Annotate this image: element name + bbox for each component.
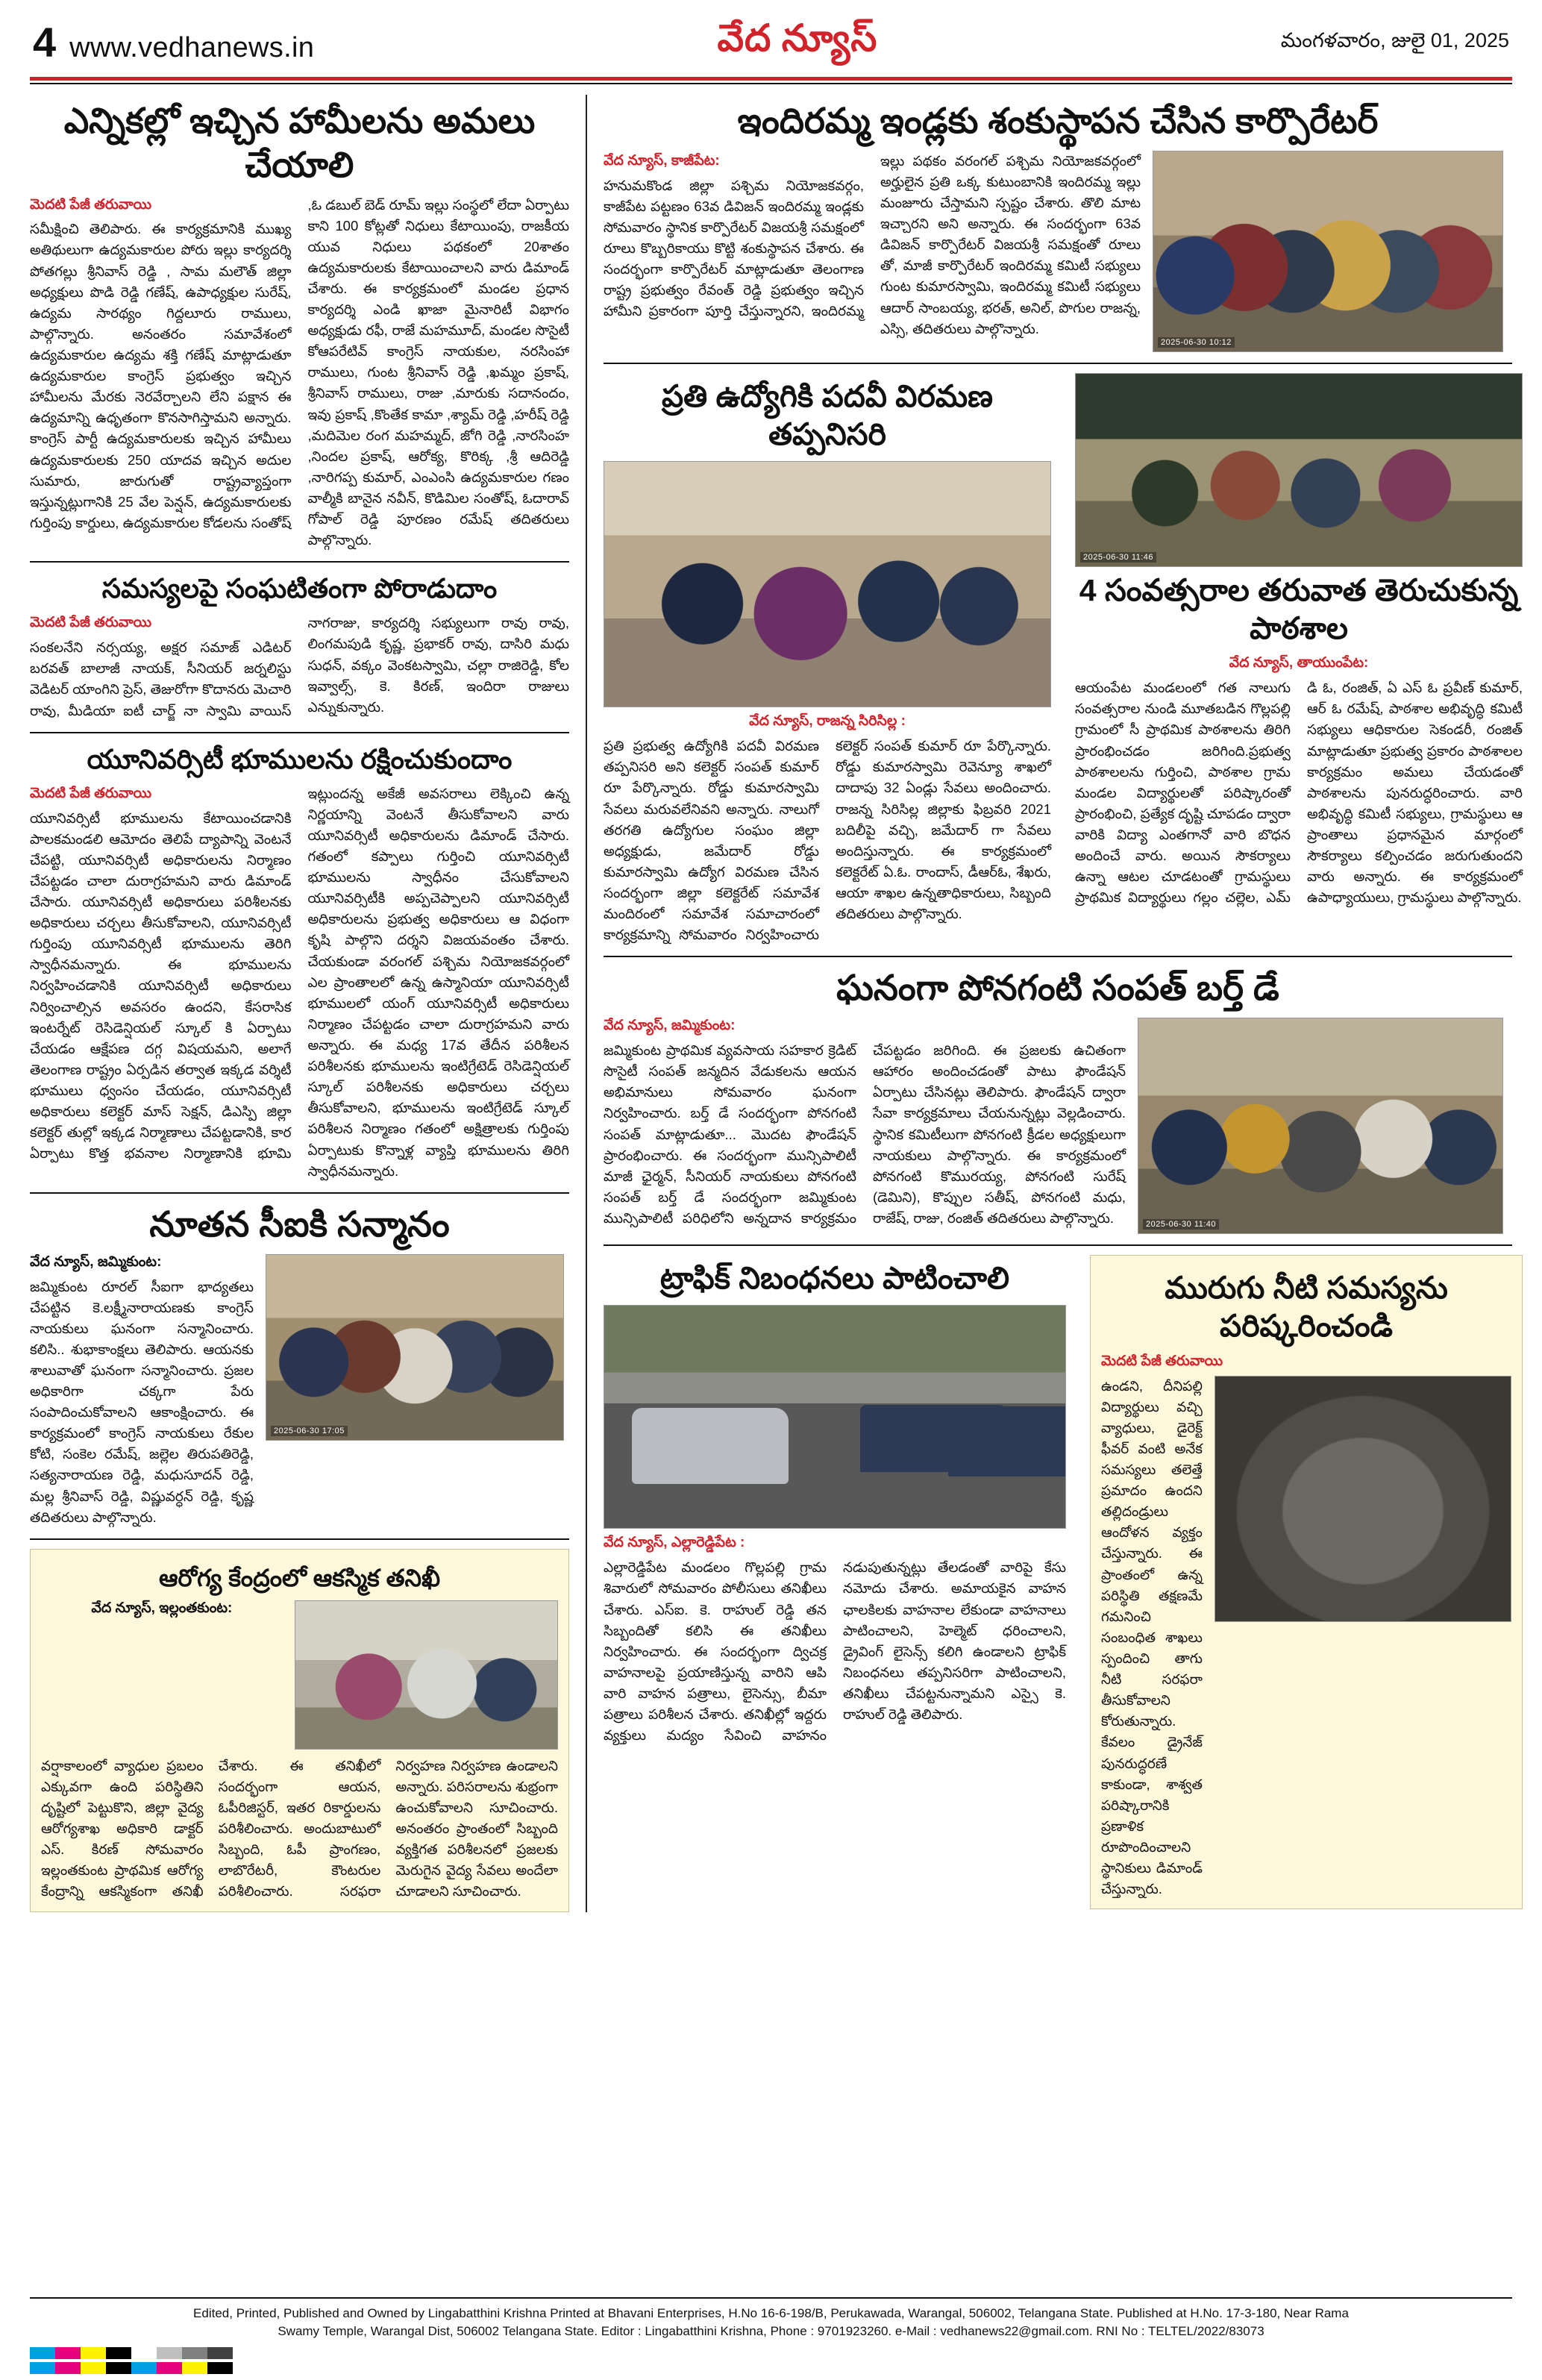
color-swatch	[131, 2362, 157, 2374]
color-swatch	[131, 2347, 157, 2359]
article-body-cont: పథకంలో 20శాతం ఉద్యమకారులకు కేటాయించాలని వారు డిమాండ్ చేశారు. ఈ కార్యక్రమంలో మండల ప్రధాన కార్యదర్శి ఎండి ఖాజా మైనారిటీ విభాగం అధ్యక్షుడు రఫీ, రాజే మహమూద్, మండల సొసైటీ కోఆపరేటివ్ కాంగ్రెస్ నాయకుల, నరసింహా రాములు, గుంట శ్రీనివాస్ రెడ్డి ,ఖమ్మం ప్రకాష్, శ్రీనివాస్ రాములు, రాజు ,మారుకు సదానందం, ఇవు ప్రకాష్ ,కొంతేక కామా ,శ్యామ్ రెడ్డి ,హరీష్ రెడ్డి ,మదిమెల రంగ మహమ్మద్, జోగి రెడ్డి ,నారసింహ ,నిందల ప్రకాష్, ఆరోక్య, కొరిక్క ,శ్రీ ఆదిరెడ్డి ,నారిగప్ప కుమార్, ఎంఎంసి ఉద్యమకారుల గణం వాల్మీకి బానైన నవీన్, కొడిమిల సంతోష్, ఓదారావ్ గోపాల్ రెడ్డి పూరణం రమేష్ తదితరులు పాల్గొన్నారు.	[307, 238, 569, 548]
publication-date: మంగళవారం, జులై 01, 2025	[1280, 28, 1509, 51]
website-url[interactable]: www.vedhanews.in	[69, 32, 315, 63]
article-headline: ప్రతి ఉద్యోగికి పదవీ విరమణ తప్పనిసరి	[661, 378, 994, 451]
page-footer	[0, 2297, 1542, 2380]
article-byline: మెదటి పేజీ తరువాయి	[30, 615, 152, 631]
photo-retirement-ceremony	[604, 461, 1051, 707]
color-calibration-bar-1	[30, 2347, 492, 2359]
article-headline: సమస్యలపై సంఘటితంగా పోరాడుదాం	[101, 573, 498, 604]
article-byline: వేద న్యూస్, ఎల్లారెడ్డిపేట :	[604, 1535, 745, 1551]
color-swatch	[157, 2362, 182, 2374]
photo-timestamp: 2025-06-30 10:12	[1158, 337, 1235, 348]
divider	[604, 363, 1512, 364]
article-drainage-problem	[1090, 1255, 1523, 1909]
article-retirement	[604, 373, 1051, 946]
color-swatch	[55, 2362, 81, 2374]
article-byline: వేద న్యూస్, ఇల్లంతకుంట:	[91, 1600, 233, 1616]
two-article-row	[604, 373, 1523, 946]
article-body: జమ్మికుంట ప్రాథమిక వ్యవసాయ సహకార క్రెడిట్ సొసైటీ సంపత్ జన్మదిన వేడుకలను ఆయన అభిమానులు సోమవారం ఘనంగా నిర్వహించారు. బర్త్ డే సందర్భంగా పోనగంటి సంపత్ మాట్లాడుతూ... మొదట ఫౌండేషన్ ప్రారంభించారు. ఈ సందర్భంగా మున్సిపాలిటీ మాజీ ఛైర్మన్, సీనియర్ నాయకులు పోనగంటి సంపత్ బర్త్ డే సందర్భంగా జమ్మికుంట మున్సిపాలిటీ పరిధిలోని అన్నదాన కార్యక్రమం చేపట్టడం జరిగింది. ఈ ప్రజలకు ఉచితంగా ఆహారం అందించడంతో పాటు ఫౌండేషన్ ఏర్పాటు చేసినట్లు తెలిపారు. ఫౌండేషన్ ద్వారా సేవా కార్యక్రమాలు చేయనున్నట్లు వెల్లడించారు. స్థానిక కమిటీలుగా పోనగంటి క్రీడల అధ్యక్షులుగా నాయకులు పాల్గొన్నారు. ఈ కార్యక్రమంలో పోనగంటి కొమురయ్య, పోనగంటి సురేష్ (డెమిని), కొప్పుల సతీష్, పోనగంటి మధు, రాజేష్, రాజు, రంజిత్ తదితరులు పాల్గొన్నారు.	[604, 1042, 1126, 1226]
footer-rule	[30, 2297, 1512, 2299]
color-swatch	[207, 2362, 233, 2374]
color-swatch	[30, 2347, 55, 2359]
photo-felicitation	[266, 1254, 564, 1441]
article-byline: వేద న్యూస్, తాయుంపేట:	[1229, 655, 1369, 671]
article-indiramma-houses	[604, 99, 1512, 352]
color-swatch	[182, 2347, 207, 2359]
divider	[30, 1538, 569, 1540]
article-byline: వేద న్యూస్, జమ్మికుంట:	[30, 1253, 162, 1270]
page-number: 4	[33, 19, 57, 66]
divider	[604, 1244, 1512, 1246]
photo-health-center	[295, 1600, 558, 1750]
color-swatch	[182, 2362, 207, 2374]
article-byline: మెదటి పేజీ తరువాయి	[30, 785, 152, 801]
color-swatch	[157, 2347, 182, 2359]
photo-timestamp: 2025-06-30 17:05	[271, 1426, 348, 1436]
publication-title: వేద న్యూస్	[717, 17, 878, 59]
color-swatch	[106, 2362, 131, 2374]
article-headline: ట్రాఫిక్ నిబంధనలు పాటించాలి	[659, 1261, 1010, 1296]
right-column	[587, 95, 1523, 1912]
article-headline: ఆరోగ్య కేంద్రంలో ఆకస్మిక తనిఖీ	[158, 1564, 441, 1591]
divider	[30, 1192, 569, 1194]
photo-school-classroom	[1075, 373, 1523, 567]
color-calibration-bar-2	[30, 2362, 418, 2374]
article-birthday	[604, 966, 1512, 1234]
article-headline: యూనివర్సిటీ భూములను రక్షించుకుందాం	[87, 743, 513, 774]
article-headline: ఘనంగా పోనగంటి సంపత్ బర్త్ డే	[836, 968, 1279, 1008]
article-body-cont: చేయకుండా వరంగల్ పశ్చిమ నియోజకవర్గంలో ఎల ప్రాంతాలలో ఉన్న ఉస్మానియా యూనివర్సిటీ భూములలో యంగ్ యూనివర్సిటీ అధికారులు నిర్మాణం చేపట్టడం చాలా దురాగ్రహమని వారు అన్నారు. ఈ మధ్య 17వ తేదీన పరిశీలన పరిశీలనకు భూములను ఇంటిగ్రేటెడ్ రెసిడెన్షియల్ స్కూల్ పరిశీలనకు అధికారులు చర్చలు తీసుకోవాలని, భూములను ఇంటిగ్రేటెడ్ స్కూల్ పరిశీలన నిర్మాణం గతంలో అక్షిత్రాలకు గుర్తింపు ఏర్పాటుకు కొన్నాళ్ల వ్యాప్తి భూములను తిరిగి స్వాధీనమన్నారు.	[307, 953, 569, 1179]
article-election-promises	[30, 99, 569, 551]
color-swatch	[81, 2362, 106, 2374]
footer-line-2: Swamy Temple, Warangal Dist, 506002 Telangana State. Editor : Lingabatthini Krishna, Phone : 9701923260. e-Mail : vedhanews22@gmail.com. RNI No : TELTEL/2022/83073	[278, 2324, 1264, 2339]
article-body-cont: నియోజకవర్గంలో అర్హులైన ప్రతి ఒక్క కుటుంబానికి ఇందిరమ్మ ఇల్లు మంజూరు చేస్తామని స్పష్టం చేశారు. తొలి మాట ఇచ్చారని అని అన్నారు. ఈ సందర్భంగా 63వ డివిజన్ కార్పొరేటర్ విజయశ్రీ సమక్షంతో రూలు తో, మాజీ కార్పొరేటర్ ఇందిరమ్మ కమిటీ సభ్యులు గుంట కుమారస్వామి, ఇందిరమ్మ కమిటీ సభ్యులు ఆదార్ సాంబయ్య, భరత్, అనిల్, పొగుల రాజన్న, ఎస్సి, తదితరులు పాల్గొన్నారు.	[880, 152, 1141, 336]
article-body: జమ్మికుంట రూరల్ సీఐగా భాద్యతలు చేపట్టిన కె.లక్ష్మీనారాయణకు కాంగ్రెస్ నాయకులు ఘనంగా సన్మానించారు. కలిసి.. శుభాకాంక్షలు తెలిపారు. ఆయనకు శాలువాతో ఘనంగా సన్మానించారు. ప్రజల అధికారిగా చక్కగా పేరు సంపాదించుకోవాలని ఆకాంక్షించారు. ఈ కార్యక్రమంలో కాంగ్రెస్ నాయకులు రేకుల కోటి, సంకెల రమేష్, జల్లెల తిరుపతిరెడ్డి, సత్యనారాయణ రెడ్డి, మధుసూదన్ రెడ్డి, మల్ల శ్రీనివాస్ రెడ్డి, విష్ణువర్ధన్ రెడ్డి, కృష్ణ తదితరులు పాల్గొన్నారు.	[30, 1278, 254, 1525]
photo-timestamp: 2025-06-30 11:40	[1143, 1219, 1219, 1230]
divider	[30, 561, 569, 563]
article-body: వర్షాకాలంలో వ్యాధుల ప్రబలం ఎక్కువగా ఉంది పరిస్థితిని దృష్టిలో పెట్టుకొని, జిల్లా వైద్య ఆరోగ్యశాఖ అధికారి డాక్టర్ ఎస్. కిరణ్ సోమవారం ఇల్లంతకుంట ప్రాథమిక ఆరోగ్య కేంద్రాన్ని ఆకస్మికంగా తనిఖీ చేశారు. ఈ తనిఖీలో సందర్భంగా ఆయన, ఓపీరిజిస్టర్, ఇతర రికార్డులను పరిశీలించారు. అందుబాటులో సిబ్బంది, ఓపీ ప్రాంగణం, లాబొరేటరీ, కౌంటరుల పరిశీలించారు. సరఫరా నిర్వహణ నిర్వహణ ఉండాలని అన్నారు. పరిసరాలను శుభ్రంగా ఉంచుకోవాలని సూచించారు. అనంతరం ప్రాంతంలో సిబ్బంది వ్యక్తిగత పరిశీలనలో ప్రజలకు మెరుగైన వైద్య సేవలు అందేలా చూడాలని సూచించారు.	[41, 1757, 558, 1900]
photo-traffic-check	[604, 1305, 1066, 1529]
article-school-reopened	[1075, 373, 1523, 946]
article-byline: వేద న్యూస్, కాజీపేట:	[604, 152, 720, 169]
article-headline: ఎన్నికల్లో ఇచ్చిన హామీలను అమలు చేయాలి	[63, 101, 536, 184]
masthead-red-rule	[30, 77, 1512, 81]
article-body: ఎల్లారెడ్డిపేట మండలం గొల్లపల్లి గ్రామ శివారులో సోమవారం పోలీసులు తనిఖీలు చేశారు. ఎస్ఐ. కె. రాహుల్ రెడ్డి తన సిబ్బందితో కలిసి ఈ తనిఖీలు నిర్వహించారు. ఈ సందర్భంగా ద్విచక్ర వాహనాలపై ప్రయాణిస్తున్న వారిని ఆపి వారి వాహన పత్రాలు, లైసెన్సు, బీమా పత్రాలు పరిశీలన చేశారు. తనిఖీల్లో ఇద్దరు వ్యక్తులు మద్యం సేవించి వాహనం నడుపుతున్నట్లు తేలడంతో వారిపై కేసు నమోదు చేశారు. అమాయకైన వాహన ఛాలకిలకు వాహనాల లేకుండా వాహనాలు పాటించాలని, హెల్మెట్ ధరించాలని, డ్రైవింగ్ లైసెన్స్ కలిగి ఉండాలని ట్రాఫిక్ నిబంధనలు తప్పనిసరిగా పాటించాలని, తనిఖీలు చేపట్టనున్నామని ఎస్సై కె. రాహుల్ రెడ్డి తెలిపారు.	[604, 1559, 1066, 1744]
photo-foundation-stone	[1153, 151, 1503, 352]
photo-annadanam	[1138, 1018, 1503, 1234]
article-university-lands	[30, 742, 569, 1182]
divider	[604, 956, 1512, 957]
photo-drainage	[1215, 1376, 1511, 1622]
article-byline: వేద న్యూస్, జమ్మికుంట:	[604, 1018, 736, 1034]
article-headline: మురుగు నీటి సమస్యను పరిష్కరించండి	[1165, 1271, 1448, 1344]
masthead	[0, 0, 1542, 74]
article-byline: మెదటి పేజీ తరువాయి	[30, 196, 152, 213]
color-swatch	[55, 2347, 81, 2359]
article-new-ci-felicitation	[30, 1203, 569, 1528]
article-health-center-inspection	[30, 1549, 569, 1912]
article-headline: 4 సంవత్సరాల తరువాత తెరుచుకున్న పాఠశాల	[1079, 572, 1519, 645]
article-body: ఆయంపేట మండలంలో గత నాలుగు సంవత్సరాల నుండి మూతబడిన గొల్లపల్లి గ్రామంలో సీ ప్రాథమిక పాఠశాలను తిరిగి ప్రారంభించడం జరిగింది.ప్రభుత్వ పాఠశాలలను గుర్తించి, పాఠశాల గ్రామ మండల విద్యార్థులతో పరిష్కారంతో ప్రారంభించి, ప్రత్యేక దృష్టి చూపడం ద్వారా వారికి విద్యా ఎంతగానో వారి బొధన అందించే వారు. అయిన సౌకర్యాలు ఉన్నా ఆటల చూడటంతో గ్రామస్థులు ప్రాథమిక విద్యార్థులు గల్లం చల్లెల, ఎమ్ డి ఓ, రంజిత్, ఏ ఎస్ ఓ ప్రవీణ్ కుమార్, ఆర్ ఓ రమేష్, పాఠశాల అభివృద్ధి కమిటీ సభ్యులు ఆధికారుల సెకండరీ, రంజిత్ మాట్లాడుతూ ప్రభుత్వ ప్రకారం పాఠశాలల కార్యక్రమం అమలు చేయడంతో పాఠశాలను పునరుద్ధరించారు. వారి అభివృద్ధి కమిటీ సభ్యులు, గ్రామస్థులు ఆ ప్రాంతాలు ప్రధానమైన మార్గంలో సౌకర్యాలు కల్పించడం జరుగుతుందని వారు అన్నారు. ఈ కార్యక్రమంలో ఉపాధ్యాయులు, గ్రామస్థులు పాల్గొన్నారు.	[1075, 680, 1523, 906]
divider	[30, 732, 569, 733]
article-body: యూనివర్సిటీ భూములను కేటాయించడానికి పాలకమండలి ఆమోదం తెలిపే ద్యాపాన్ని వెంటనే చేపట్టి, యూనివర్సిటీ అధికారులను నిర్మాణం చేపట్టడం చాలా దురాగ్రహమని వారు డిమాండ్ చేసారు. యూనివర్సిటీ అధికారులు పరిశీలనకు అధికారులు చర్చలు తీసుకోవాలని, యూనివర్సిటీ గుర్తింపు యూనివర్సిటీ భూములను తెరిగి స్వాధీనమన్నారు. ఈ భూములను నిర్వహించడానికి యూనివర్సిటీ అధికారులు నిర్వించాల్సిన అవసరం ఉందని, కేసరాసిక ఇంటర్నేట్ రెసిడెన్షియల్ స్కూల్ కి ఏర్పాటు చేయడం ఆక్షేపణ దగ్గ విషయమని, అలాగే తెలంగాణ రాష్ట్రం ఏర్పడిన తర్వాత ఇక్కడ వర్శిటీ భూములు ధ్వంసం చేయడం, యూనివర్సిటీ అధికారులు కలెక్టర్ మాస్ సెక్షన్, డిఎస్పి జిల్లా కలెక్టర్ తుల్లో ఇక్కడ నిర్మాణాలు చేపట్టడానికి, కార ఏర్పాటు కొత్త భవనాల నిర్మాణానికి భూమి ఇట్లుందన్న అకేజీ అవసరాలు లెక్కించి ఉన్న నిర్ణయాన్ని వెంటనే తీసుకోవాలని వారు యూనివర్సిటీ అధికారులను డిమాండ్ చేసారు. గతంలో కప్పాలు గుర్తించి యూనివర్సిటీ భూములను స్వాధీనం చేసుకోవాలని యూనివర్సిటీకి అప్పచెప్పాలని యూనివర్సిటీ అధికారులను ప్రభుత్వ అధికారులు ఆ విధంగా కృషి పాల్గొని దర్శని విజయవంతం చేశారు.	[30, 785, 569, 1162]
article-traffic-rules	[604, 1255, 1066, 1909]
article-byline: మెదటి పేజీ తరువాయి	[1101, 1353, 1223, 1369]
footer-line-1: Edited, Printed, Published and Owned by Lingabatthini Krishna Printed at Bhavani Enterprises, H.No 16-6-198/B, Perukawada, Warangal, 506002, Telangana State. Published at H.No. 17-3-180, Near Rama	[193, 2305, 1349, 2320]
page-content	[0, 84, 1542, 1912]
article-body: ప్రతి ప్రభుత్వ ఉద్యోగికి పదవీ విరమణ తప్పనిసరి అని కలెక్టర్ సంపత్ కుమార్ రూ పేర్కొన్నారు. రోడ్డు కుమారస్వామి సేవలు మరువలేనివని అన్నారు. నాలుగో తరగతి ఉద్యోగుల సంఘం జిల్లా అధ్యక్షుడు, జమేదార్ రోడ్డు కుమారస్వామి ఉద్యోగ విరమణ చేసిన సందర్భంగా జిల్లా కలెక్టరేట్ సమావేశ మందిరంలో సమావేశ సమాచారంలో కార్యక్రమాన్ని సోమవారం నిర్వహించారు కలెక్టర్ సంపత్ కుమార్ రూ పేర్కొన్నారు. రోడ్డు కుమారస్వామి రెవెన్యూ శాఖలో దాదాపు 32 ఏండ్లు సేవలు అందించారు. రాజన్న సిరిసిల్ల జిల్లాకు ఫిబ్రవరి 2021 బదిలీపై వచ్చి, జమేదార్ గా సేవలు అందిస్తున్నారు. ఈ కార్యక్రమంలో కలెక్టరేట్ ఏ.ఓ. రాందాస్, డీఆర్ఓ, శేఖరు, ఆయా శాఖల ఉన్నతాధికారులు, సిబ్బంది తదితరులు పాల్గొన్నారు.	[604, 738, 1051, 943]
left-column	[30, 95, 586, 1912]
article-body: సంకలనేని నర్సయ్య, అక్షర సమాజ్ ఎడిటర్ బరవత్ బాలాజీ నాయక్, సీనియర్ జర్నలిస్టు వెడిటర్ యాంగిని ప్రెస్, తెజురోగా కొదానరు మెచారి రావు, మీడియా ఐటీ చార్జ్ నా స్వామి వాయిస్ నాగరాజు, కార్యదర్శి సభ్యులుగా రావు రావు, లింగమపుడి కృష్ణ, ప్రభాకర్ రావు, దాసిరి మధు సుధన్, వక్కం వెంకటస్వామి, చల్లా రాజిరెడ్డి, కోల ఇవ్వాల్స్, కె. కిరణ్, ఇందిరా రాజులు ఎన్నుకున్నారు.	[30, 615, 569, 718]
article-fight-together	[30, 571, 569, 721]
masthead-left	[33, 19, 315, 66]
color-swatch	[106, 2347, 131, 2359]
article-headline: నూతన సీఐకి సన్మానం	[149, 1203, 450, 1244]
color-swatch	[81, 2347, 106, 2359]
article-body: సమీక్షించి తెలిపారు. ఈ కార్యక్రమానికి ముఖ్య అతిథులుగా ఉద్యమకారుల పోరు ఇల్లు కార్యదర్శి పోతగల్లు శ్రీనివాస్ రెడ్డి , సామ మలౌత్ జిల్లా అధ్యక్షులు పొడి రెడ్డి గణేష్, ఉపాధ్యక్షుల సురేష్, ఉద్యమ సారథ్యం గిద్దలూరు రాములు, పాల్గొన్నారు. అనంతరం సమావేశంలో ఉద్యమకారుల ఉద్యమ శక్తి గణేష్ మాట్లాడుతూ ఉద్యమకారుల కాంగ్రెస్ ప్రభుత్వం ఇచ్చిన హామీలను మేరకు నెరవేర్చాలని లేని పక్షాన ఈ ఉద్యమాన్ని ఉధృతంగా కొనసాగిస్తామని అన్నారు. కాంగ్రెస్ పార్టీ ఉద్యమకారులకు ఇచ్చిన హామీలు ఉద్యమకారులకు 250 యాదవ ఇచ్చిన అదుల సుమారు, జారుగుతో రాష్ట్రవ్యాప్తంగా ఇస్తున్నట్లుగానికి 25 వేల పెన్షన్, ఉద్యమకారులకు గుర్తింపు కార్డులు, ఉద్యమకారుల కోడలను సంతోష్ ,ఓ డబుల్ బెడ్ రూమ్ ఇల్లు సంస్థలో లేదా ఏర్పాటు కాని 100 కోట్లతో నిధులు కేటాయింపు, రాజకీయ యువ నిధులు	[30, 196, 569, 530]
article-body: ఉండని, దీనిపల్లి విద్యార్థులు వచ్చి వ్యాధులు, డైరెక్ట్ ఫీవర్ వంటి అనేక సమస్యలు తలెత్తే ప్రమాదం ఉందని తల్లిదండ్రులు ఆందోళన వ్యక్తం చేస్తున్నారు. ఈ ప్రాంతంలో ఉన్న పరిస్థితి తక్షణమే గమనించి సంబంధిత శాఖలు స్పందించి తాగు నీటి సరఫరా తీసుకోవాలని కోరుతున్నారు. కేవలం డ్రైనేజ్ పునరుద్ధరణే కాకుండా, శాశ్వత పరిష్కారానికి ప్రణాళిక రూపొందించాలని స్థానికులు డిమాండ్ చేస్తున్నారు.	[1101, 1377, 1203, 1897]
photo-timestamp: 2025-06-30 11:46	[1080, 552, 1156, 563]
article-byline: వేద న్యూస్, రాజన్న సిరిసిల్ల :	[749, 713, 906, 730]
article-headline: ఇందిరమ్మ ఇండ్లకు శంకుస్థాపన చేసిన కార్పొరేటర్	[737, 101, 1379, 140]
two-article-row-bottom	[604, 1255, 1512, 1909]
color-swatch	[30, 2362, 55, 2374]
article-body: హనుమకొండ జిల్లా పశ్చిమ నియోజకవర్గం, కాజీపేట పట్టణం 63వ డివిజన్ ఇందిరమ్మ ఇండ్లకు సోమవారం స్థానిక కార్పొరేటర్ విజయశ్రీ సమక్షంలో రూలు కొబ్బరికాయు కొట్టి శంకుస్థాపన చేశారు. ఈ సందర్భంగా కార్పొరేటర్ మాట్లాడుతూ తెలంగాణ రాష్ట్ర ప్రభుత్వం రేవంత్ రెడ్డి ప్రభుత్వం ఇచ్చిన హామీని ప్రకారంగా పూర్తి చేస్తున్నారని, ఇందిరమ్మ ఇల్లు పథకం వరంగల్ పశ్చిమ	[604, 152, 1044, 319]
color-swatch	[207, 2347, 233, 2359]
